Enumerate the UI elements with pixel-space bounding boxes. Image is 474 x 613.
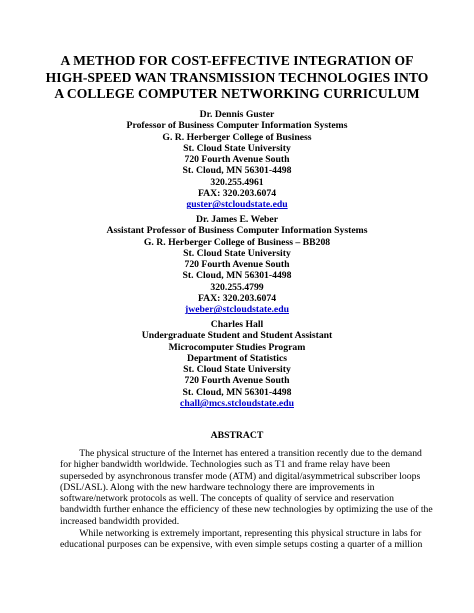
title-line: A METHOD FOR COST-EFFECTIVE INTEGRATION OF	[60, 53, 414, 68]
abstract-heading: ABSTRACT	[210, 430, 264, 441]
author-street: 720 Fourth Avenue South	[184, 154, 290, 166]
author-name: Dr. Dennis Guster	[199, 109, 275, 120]
author-email-link[interactable]: guster@stcloudstate.edu	[186, 199, 288, 211]
author-title: Professor of Business Computer Information Systems	[126, 120, 348, 132]
author-block-guster	[20, 109, 454, 211]
author-department: Department of Statistics	[186, 352, 288, 364]
author-block-weber	[20, 214, 454, 316]
paragraph-line: (DSL/ASL). Along with the new hardware technology there are improvements in	[60, 481, 375, 493]
author-fax: FAX: 320.203.6074	[197, 293, 277, 305]
author-name: Charles Hall	[210, 319, 264, 330]
author-program: Microcomputer Studies Program	[168, 341, 306, 353]
author-title: Assistant Professor of Business Computer Information Systems	[106, 225, 368, 237]
author-email-link[interactable]: chall@mcs.stcloudstate.edu	[180, 398, 294, 410]
paper-title	[30, 53, 444, 103]
author-phone: 320.255.4961	[210, 176, 264, 188]
author-university: St. Cloud State University	[183, 364, 291, 376]
paragraph-line: for higher bandwidth worldwide. Technologies such as T1 and frame relay have been	[60, 459, 391, 471]
author-university: St. Cloud State University	[183, 247, 291, 259]
author-city: St. Cloud, MN 56301-4498	[182, 386, 292, 398]
abstract-paragraph	[60, 448, 440, 527]
paragraph-line: increased bandwidth provided.	[60, 515, 180, 527]
author-university: St. Cloud State University	[183, 142, 291, 154]
author-phone: 320.255.4799	[210, 281, 264, 293]
paragraph-line: The physical structure of the Internet has entered a transition recently due to the demand	[60, 448, 422, 459]
paragraph-line: superseded by asynchronous transfer mode (ATM) and digital/asymmetrical subscriber loops	[60, 470, 421, 482]
paragraph-line: bandwidth further enhance the efficiency of these new technologies by optimizing the use of the	[60, 504, 433, 516]
paragraph-line: software/network protocols as well. The concepts of quality of service and reservation	[60, 493, 394, 505]
author-fax: FAX: 320.203.6074	[197, 188, 277, 200]
title-line: A COLLEGE COMPUTER NETWORKING CURRICULUM	[54, 86, 420, 101]
author-street: 720 Fourth Avenue South	[184, 259, 290, 271]
author-name: Dr. James E. Weber	[195, 214, 279, 225]
title-line: HIGH-SPEED WAN TRANSMISSION TECHNOLOGIES INTO	[45, 69, 429, 85]
author-college: G. R. Herberger College of Business	[162, 131, 312, 143]
author-email-link[interactable]: jweber@stcloudstate.edu	[185, 304, 289, 316]
author-block-hall	[20, 319, 454, 409]
author-city: St. Cloud, MN 56301-4498	[182, 165, 292, 177]
author-title: Undergraduate Student and Student Assistant	[141, 330, 333, 342]
paragraph-line: educational purposes can be expensive, with even simple setups costing a quarter of a million	[60, 539, 423, 551]
author-city: St. Cloud, MN 56301-4498	[182, 270, 292, 282]
paragraph-line: While networking is extremely important, representing this physical structure in labs for	[60, 528, 422, 539]
author-college: G. R. Herberger College of Business – BB208	[143, 236, 331, 248]
body-paragraph	[60, 528, 440, 551]
author-street: 720 Fourth Avenue South	[184, 375, 290, 387]
